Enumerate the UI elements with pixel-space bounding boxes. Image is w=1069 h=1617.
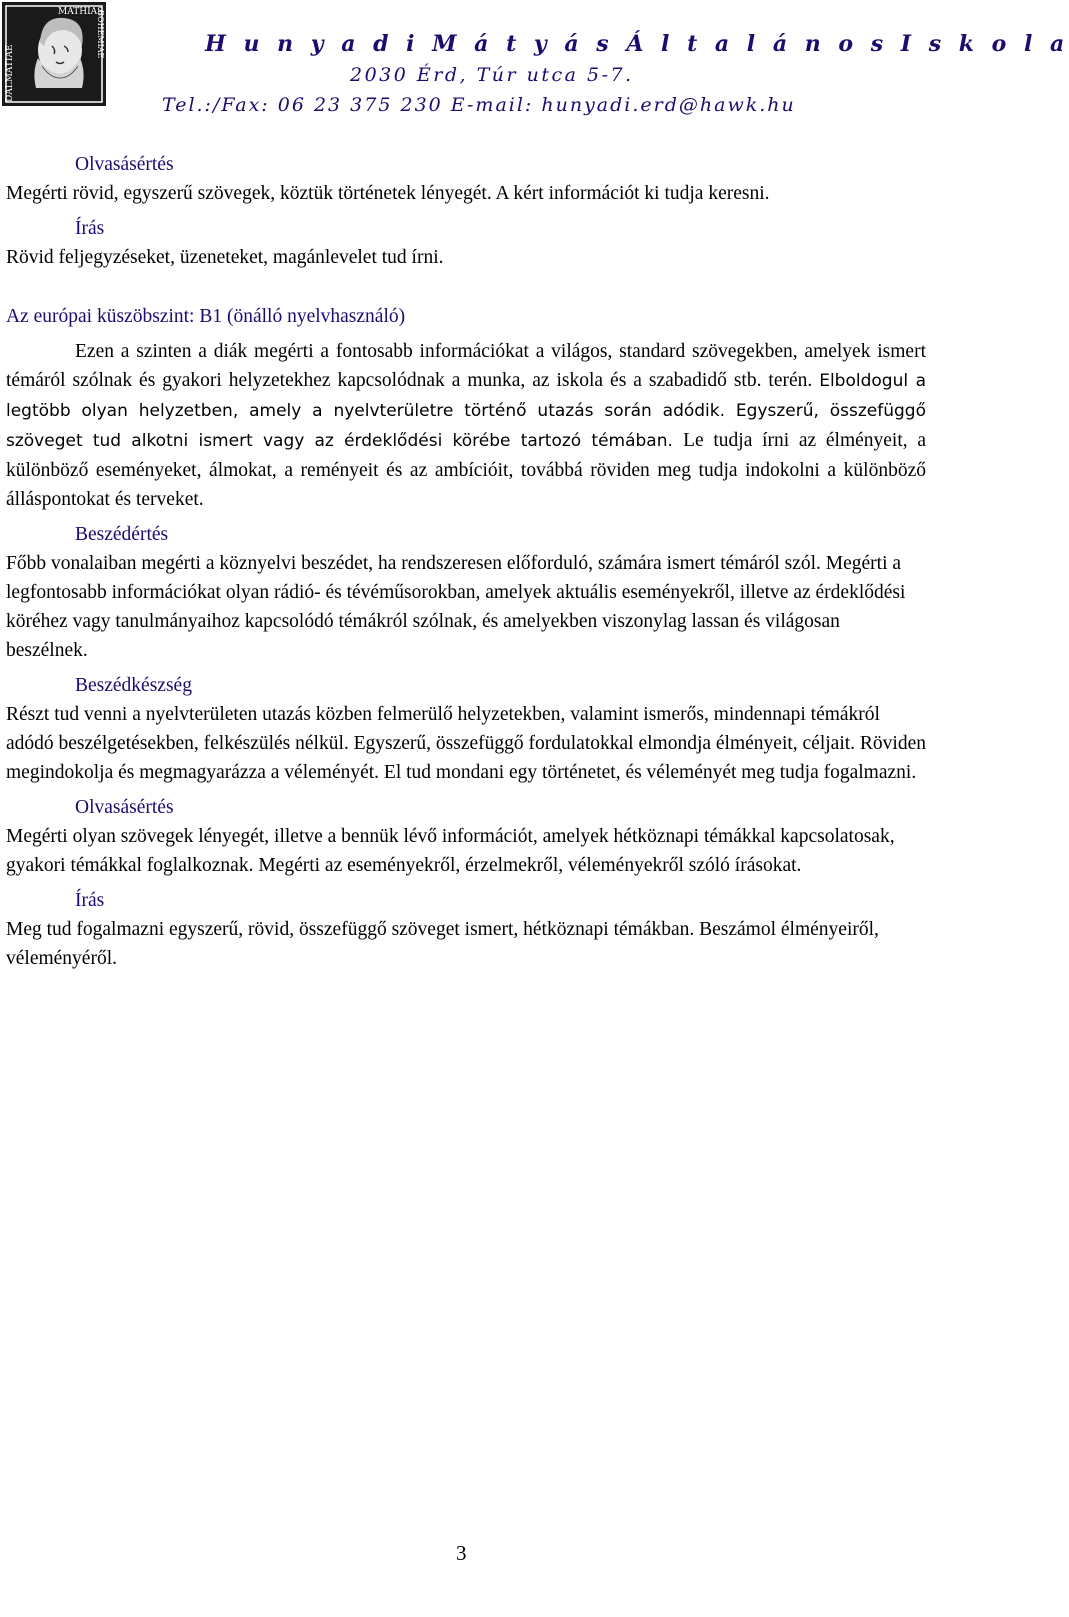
school-name: H u n y a d i M á t y á s Á l t a l á n o s I s k o l a [205, 31, 1069, 57]
b1-speaking-heading: Beszédkészség [75, 675, 192, 696]
b1-intro-part1: Ezen a szinten a diák megérti a fontosabb információkat a világos, standard szövegekben, amelyek ismert témáról szólnak és gyakori helyzetekhez kapcsolódnak a munka, az iskola és a szabadidő stb. terén. [6, 341, 926, 391]
school-address: 2030 Érd, Túr utca 5-7. [350, 64, 634, 86]
b1-listening-heading: Beszédértés [75, 524, 169, 545]
document-body [6, 150, 926, 973]
b1-writing-heading: Írás [75, 890, 105, 911]
svg-text:MATHIAS: MATHIAS [58, 7, 104, 17]
a2-reading-heading: Olvasásértés [75, 154, 174, 175]
letterhead [162, 28, 1069, 120]
portrait-coin-icon [2, 2, 106, 106]
school-contact: Tel.:/Fax: 06 23 375 230 E-mail: hunyadi.erd@hawk.hu [162, 94, 796, 116]
b1-intro [6, 337, 926, 514]
b1-speaking-text: Részt tud venni a nyelvterületen utazás közben felmerülő helyzetekben, valamint ismerős, mindennapi témákról adódó beszélgetésekben, felkészülés nélkül. Egyszerű, összefüggő fordulatokkal elmondja élményeit, céljait. Röviden megindokolja és megmagyarázza a véleményét. El tud mondani egy történetet, és véleményét meg tudja fogalmazni. [6, 704, 926, 783]
b1-listening-text: Főbb vonalaiban megérti a köznyelvi beszédet, ha rendszeresen előforduló, számára ismert témáról szól. Megérti a legfontosabb információkat olyan rádió- és tévéműsorokban, amelyek aktuális eseményekről, illetve az érdeklődési köréhez vagy tanulmányaihoz kapcsolódó témákról szólnak, és amelyekben viszonylag lassan és világosan beszélnek. [6, 553, 906, 661]
b1-intro-part2: Elboldogul a legtöbb olyan helyzetben, amely a nyelvterületre történő utazás során adódik. Egyszerű, összefüggő szöveget tud alkotni ismert vagy az érdeklődési körébe tartozó témában. [6, 371, 926, 451]
a2-reading-text: Megérti rövid, egyszerű szövegek, köztük történetek lényegét. A kért információt ki tudja keresni. [6, 183, 770, 204]
b1-reading-heading: Olvasásértés [75, 797, 174, 818]
section-gap [6, 272, 926, 302]
b1-intro-part3: Le tudja írni az élményeit, a különböző eseményeket, álmokat, a reményeit és az ambícióit, továbbá röviden meg tudja indokolni a különböző álláspontokat és terveket. [6, 430, 926, 510]
school-logo [2, 2, 106, 106]
b1-writing-text: Meg tud fogalmazni egyszerű, rövid, összefüggő szöveget ismert, hétköznapi témákban. Beszámol élményeiről, véleményéről. [6, 919, 879, 969]
b1-reading-text: Megérti olyan szövegek lényegét, illetve a bennük lévő információt, amelyek hétköznapi témákkal kapcsolatosak, gyakori témákkal foglalkoznak. Megérti az eseményekről, érzelmekről, véleményekről szóló írásokat. [6, 826, 895, 876]
page-number: 3 [456, 1541, 467, 1565]
b1-level-title: Az európai küszöbszint: B1 (önálló nyelvhasználó) [6, 306, 406, 327]
a2-writing-text: Rövid feljegyzéseket, üzeneteket, magánlevelet tud írni. [6, 247, 444, 268]
svg-text:BOHEMIAE: BOHEMIAE [96, 10, 105, 59]
svg-text:DALMATIAE: DALMATIAE [5, 44, 15, 102]
a2-writing-heading: Írás [75, 218, 105, 239]
